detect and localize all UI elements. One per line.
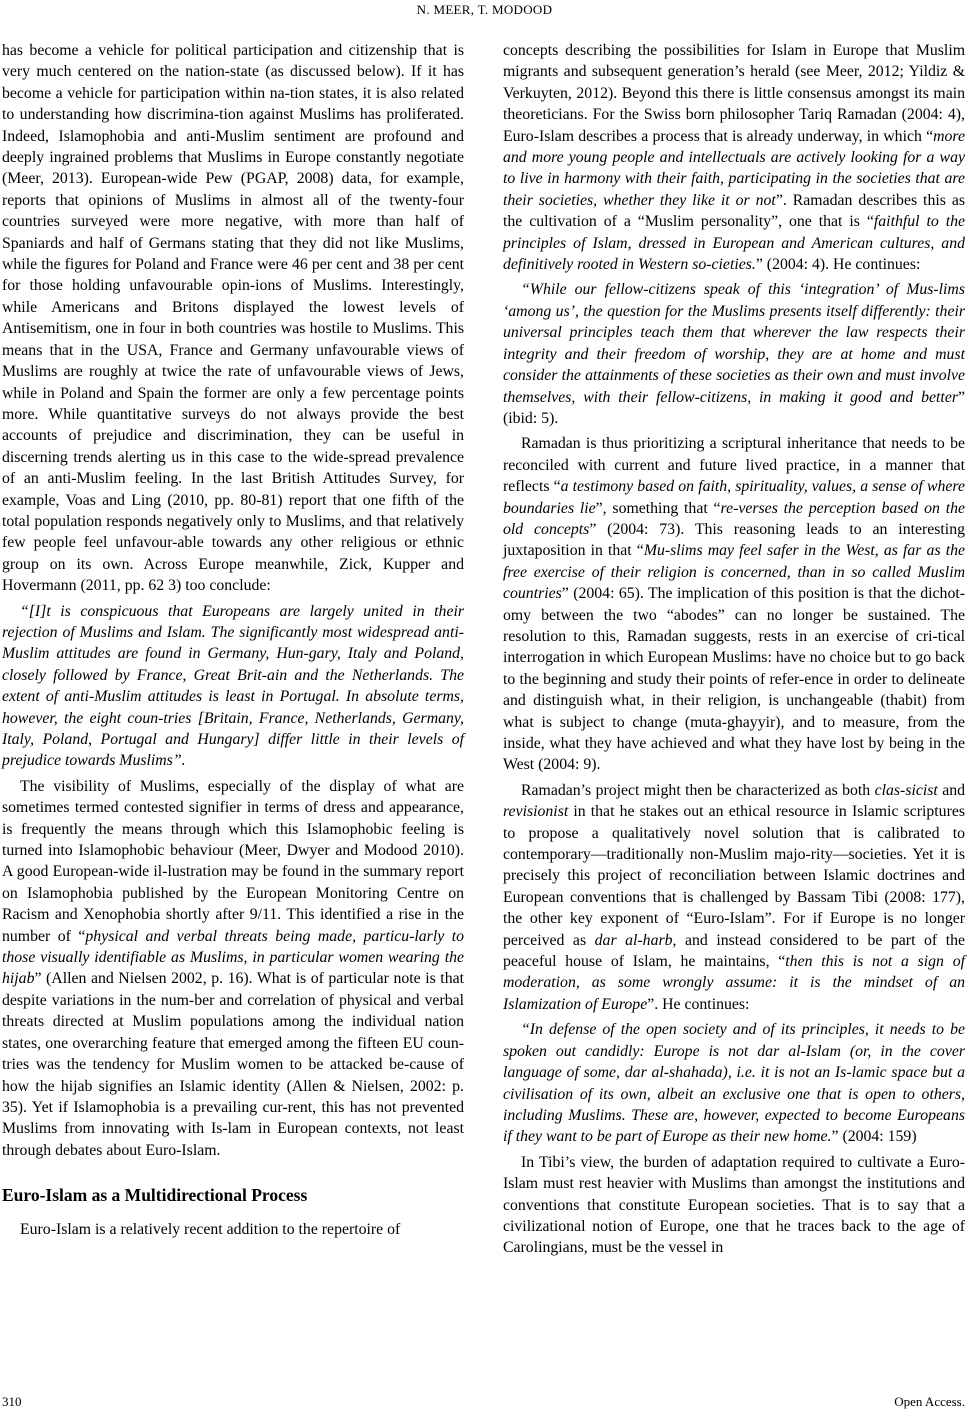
emphasis: more and more young people and intellectuals are actively looking for a way to live in harmony with their faith, participating in the societies that are their societies, whether they like it or not bbox=[503, 127, 965, 209]
text-run: concepts describing the possibilities for Islam in Europe that Muslim migrants and subsequent generation’s herald (see Meer, 2012; Yildiz & Verkuyten, 2012). Beyond this there is little consensus amongst its main theoreticians. For the Swiss born philosopher Tariq Ramadan (2004: 4), Euro-Islam describes a process that is already underway, in which “ bbox=[503, 42, 965, 145]
text-run: The visibility of Muslims, especially of the display of what are sometimes termed contested signifier in terms of dress and appearance, is frequently the means through which this Islamophobic feeling is turned into Islamophobic behaviour (Meer, Dwyer and Modood 2010). A good European-wide il-lustration may be found in the summary report on Islamophobia published by the European Monitoring Centre on Racism and Xenophobia shortly after 9/11. This identified a rise in the number of “ bbox=[2, 777, 464, 945]
text-run: in that he stakes out an ethical resource in Islamic scriptures to propose a qualitatively novel solution that is calibrated to contemporary—traditionally non-Muslim majo-rity—societies. Yet it is precisely this project of reconciliation between Islamic doctrines and European conventions that is challenged by Bassam Tibi (2008: 177), the other key exponent of “Euro-Islam”. For if Europe is no longer perceived as bbox=[503, 803, 965, 949]
page-number: 310 bbox=[2, 1394, 22, 1409]
emphasis: revisionist bbox=[503, 803, 569, 821]
block-quote bbox=[503, 279, 965, 429]
emphasis: then this is not a sign of moderation, as some wrongly assume: it is the mindset of an Islamization of Europe bbox=[503, 953, 965, 1013]
text-run: , and instead considered to be part of the peaceful house of Islam, he maintains, “ bbox=[503, 931, 965, 971]
paragraph bbox=[503, 40, 965, 275]
paragraph bbox=[503, 433, 965, 776]
emphasis: dar al-harb bbox=[594, 931, 673, 949]
quote-text: “In defense of the open society and of its principles, it needs to be spoken out candidly: Europe is not dar al-Islam (or, in the cover language of some, dar al-shahada), i.e. it is not an Is-lamic space but a civilisation of its own, albeit an exclusive one that is open to others, including Muslims. These are, however, expected to become Europeans if they want to be part of Europe as their new home. bbox=[503, 1021, 965, 1146]
section-heading: Euro-Islam as a Multidirectional Process bbox=[2, 1185, 308, 1206]
text-run: Ramadan is thus prioritizing a scriptural inheritance that needs to be reconciled with current and future lived practice, in a manner that reflects “ bbox=[503, 435, 965, 496]
block-quote: “[I]t is conspicuous that Europeans are largely united in their rejection of Muslims and Islam. The significantly most widespread anti-Muslim attitudes are found in Germany, Hun-gary, Italy and Poland, closely followed by France, Great Brit-ain and the Netherlands. The extent of anti-Muslim attitudes is least in Portugal. In absolute terms, however, the eight coun-tries [Britain, France, Netherlands, Germany, Italy, Poland, Portugal and Hungary] differ little in their levels of prejudice towards Muslims”. bbox=[2, 602, 464, 770]
text-run: ”. Ramadan describes this as the cultivation of a “Muslim personality”, one that is “ bbox=[503, 191, 965, 231]
emphasis: Mu-slims may feel safer in the West, as far as the free exercise of their religion is concerned, than in so called Muslim countries bbox=[503, 542, 966, 603]
emphasis: a testimony based on faith, spirituality, values, a sense of where boundaries lie bbox=[503, 478, 965, 517]
left-column bbox=[2, 40, 464, 1241]
emphasis: re-verses the perception based on the old concepts bbox=[503, 499, 966, 538]
text-run: ”, something that “ bbox=[595, 499, 721, 517]
block-quote bbox=[503, 1019, 965, 1147]
paragraph bbox=[503, 780, 965, 1015]
quote-citation: ” (2004: 159) bbox=[831, 1128, 917, 1146]
text-run: ” (2004: 73). This reasoning leads to an interesting juxtaposition in that “ bbox=[503, 520, 965, 560]
paragraph bbox=[2, 776, 464, 1161]
paragraph: has become a vehicle for political participation and citizenship that is very much centered on the nation-state (as discussed below). If it has become a vehicle for participation within na-tion states, it is also related to understanding how discrimina-tion against Muslims has proliferated. Indeed, Islamophobia and anti-Muslim sentiment are profound and deeply ingrained problems that Muslims in Europe constantly negotiate (Meer, 2013). European-wide Pew (PGAP, 2008) data, for example, reports that opinions of Muslims in almost all of the twenty-four countries surveyed were more negative, with more than half of Spaniards and half of Germans stating that they did not like Muslims, while the figures for Poland and France were 46 per cent and 38 per cent for those holding unfavourable opin-ions of Muslims. Interestingly, while Americans and Britons displayed the lowest levels of Antisemitism, one in four in both countries was hostile to Muslims. This means that in the USA, France and Germany unfavourable views of Muslims are roughly at twice the rate of unfavourable views of Jews, while in Poland and Spain the former are only a few percentage points more. While quantitative surveys do not always provide the best accounts of prejudice and discrimination, they can be useful in discerning trends alerting us in this case to the wide-spread prevalence of an anti-Muslim feeling. In the last British Attitudes Survey, for example, Voas and Ling (2010, pp. 80-81) report that one fifth of the total population responds negatively only to Muslims, and that relatively few people feel unfavour-able towards any other religious or ethnic group on its own. Across Europe meanwhile, Zick, Kupper and Hovermann (2011, pp. 62 3) too conclude: bbox=[2, 42, 464, 595]
right-column bbox=[503, 40, 965, 1259]
quote-text: “While our fellow-citizens speak of this ‘integration’ of Mus-lims ‘among us’, the question for the Muslims presents itself differently: their universal principles teach them that wherever the law respects their integrity and their freedom of worship, they are at home and must consider the attainments of these societies as their own and must involve themselves, with their fellow-citizens, in making it good and better bbox=[503, 281, 965, 406]
open-access-label: Open Access. bbox=[894, 1394, 965, 1409]
text-run: Ramadan’s project might then be characterized as both bbox=[521, 781, 875, 799]
text-run: ” (2004: 4). He continues: bbox=[755, 256, 921, 274]
emphasis: clas-sicist bbox=[874, 781, 938, 799]
paragraph: In Tibi’s view, the burden of adaptation required to cultivate a Euro-Islam must rest heavier with Muslims than amongst the institutions and conventions that constitute European societies. That is to say that a civilizational notion of Europe, one that he traces back to the age of Carolingians, must be the vessel in bbox=[503, 1153, 965, 1257]
quote-citation: ” (ibid: 5). bbox=[503, 388, 965, 427]
emphasis: faithful to the principles of Islam, dressed in European and American cultures, and definitively rooted in Western so-cieties. bbox=[503, 213, 966, 274]
emphasis: physical and verbal threats being made, particu-larly to those visually identifiable as Muslims, in particular women wearing the hijab bbox=[2, 927, 464, 988]
paragraph: Euro-Islam is a relatively recent addition to the repertoire of bbox=[20, 1221, 401, 1239]
text-run: and bbox=[937, 781, 966, 799]
text-run: ” (2004: 65). The implication of this position is that the dichot-omy between the two “abodes” can no longer be sustained. The resolution to this, Ramadan suggests, rests in an exercise of cri-tical interrogation in which European Muslims: have no choice but to go back to the beginning and study their points of refer-ence in order to delineate and distinguish what, in their religion, is unchangeable (thabit) from what is subject to change (muta-ghayyir), and to measure, from the inside, what they have achieved and what they have lost by being in the West (2004: 9). bbox=[503, 585, 965, 774]
text-run: ”. He continues: bbox=[647, 995, 750, 1013]
text-run: ” (Allen and Nielsen 2002, p. 16). What is of particular note is that despite variations in the num-ber and correlation of physical and verbal threats directed at Muslim populations among the individual nation states, one overarching feature that emerged among the fifteen EU coun-tries was the tendency for Muslim women to be attacked be-cause of how the hijab signifies an Islamic identity (Allen & Nielsen, 2002: p. 35). Yet if Islamophobia is a prevailing cur-rent, this has not prevented Muslims from innovating with Is-lam in European contexts, not least through debates about Euro-Islam. bbox=[2, 970, 464, 1159]
running-head: N. MEER, T. MODOOD bbox=[416, 2, 553, 17]
